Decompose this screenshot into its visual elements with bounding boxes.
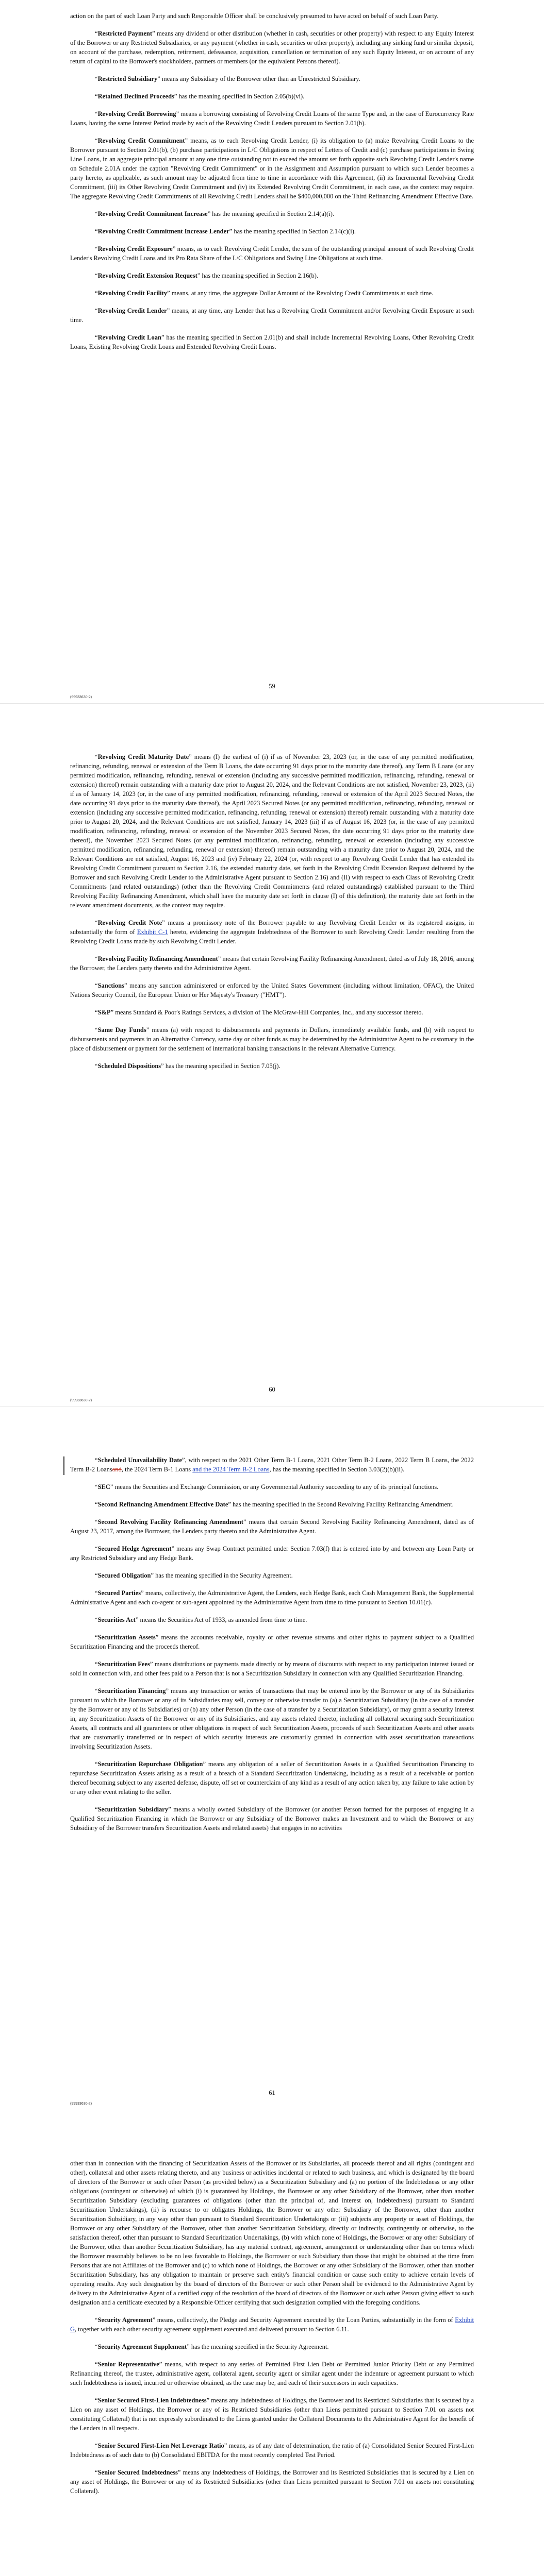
definition-secured-obligation: “Secured Obligation” has the meaning specified in the Security Agreement. [95, 1572, 293, 1579]
definition-text: has the meaning specified in Section 2.14(a)(i). [210, 210, 335, 217]
definition-text: means the Securities Act of 1933, as amended from time to time. [138, 1616, 307, 1623]
definition-text: has the meaning specified in Section 2.16(b). [200, 272, 319, 279]
defined-term: Senior Representative [97, 2361, 159, 2368]
defined-term: Retained Declined Proceeds [97, 93, 174, 100]
definition-text: means any obligation of a seller of Securitization Assets in a Qualified Securitization Financing to repurchase Securitization Assets arising as a result of a breach of a Standard Securitization Undertaking, including as a result of a receivable or portion thereof becoming subject to any asserted defense, dispute, off set or counterclaim of any kind as a result of any action taken by, any failure to take action by or any other event relating to the seller. [70, 1760, 474, 1795]
definition-text: has the meaning specified in Section 2.05(b)(vi). [177, 93, 305, 100]
definition-text: , together with each other security agreement supplement executed and delivered pursuant to Section 6.11. [75, 2326, 349, 2333]
page-60-body [70, 752, 474, 1079]
definition-same-day-funds: “Same Day Funds” means (a) with respect to disbursements and payments in Dollars, immediately available funds, and (b) with respect to disbursements and payments in an Alternative Currency, same day or other funds as may be determined by the Administrative Agent to be customary in the place of disbursement or payment for the settlement of international banking transactions in the relevant Alternative Currency. [70, 1026, 474, 1052]
definition-text: means the accounts receivable, royalty or other revenue streams and other rights to payment subject to a Qualified Securitization Financing and the proceeds thereof. [70, 1634, 474, 1650]
definition-senior-secured-indebtedness: “Senior Secured Indebtedness” means any Indebtedness of Holdings, the Borrower and its Restricted Subsidiaries that is secured by a Lien on any asset of Holdings, the Borrower or any of its Restricted Subsidiaries (other than Liens permitted pursuant to Section 7.01 on assets not constituting Collateral). [70, 2469, 474, 2495]
page-59-body [70, 11, 474, 360]
continuation-paragraph: action on the part of such Loan Party and such Responsible Officer shall be conclusively presumed to have acted on behalf of such Loan Party. [70, 12, 439, 20]
definition-text: , with respect to the 2021 Other Term B-1 Loans, 2021 Other Term B-2 Loans, 2022 Term B Loans, the 2022 Term B-2 Loans [70, 1456, 474, 1473]
definition-scheduled-unavailability-date: “Scheduled Unavailability Date”, with respect to the 2021 Other Term B-1 Loans, 2021 Other Term B-2 Loans, 2022 Term B Loans, the 2022 Term B-2 Loansand, the 2024 Term B-1 Loans and the 2024 Term B-2 Loans, has the meaning specified in Section 3.03(2)(b)(ii). [70, 1456, 474, 1473]
defined-term: Revolving Credit Facility [97, 290, 168, 297]
definition-revolving-credit-facility: “Revolving Credit Facility” means, at any time, the aggregate Dollar Amount of the Revolving Credit Commitments at such time. [95, 290, 434, 297]
defined-term: Restricted Payment [97, 30, 153, 37]
definition-text: means a promissory note of the Borrower payable to any Revolving Credit Lender or its registered assigns, in substantially the form of [70, 919, 474, 936]
definition-revolving-credit-lender: “Revolving Credit Lender” means, at any time, any Lender that has a Revolving Credit Commitment and/or Revolving Credit Exposure at such time. [70, 307, 474, 324]
definition-securitization-financing: “Securitization Financing” means any transaction or series of transactions that may be entered into by the Borrower or any of its Subsidiaries pursuant to which the Borrower or any of its Subsidiaries may sell, convey or otherwise transfer to (a) a Securitization Subsidiary (in the case of a transfer by the Borrower or any of its Subsidiaries) or (b) any other Person (in the case of a transfer by a Securitization Subsidiary), or may grant a security interest in, any Securitization Assets of the Borrower or any of its Subsidiaries, and any assets related thereto, including all collateral securing such Securitization Assets, all contracts and all guarantees or other obligations in respect of such Securitization Assets, proceeds of such Securitization Assets and other assets that are customarily transferred or in respect of which security interests are customarily granted in connection with asset securitization transactions involving Securitization Assets. [70, 1687, 474, 1750]
definition-restricted-subsidiary: “Restricted Subsidiary” means any Subsidiary of the Borrower other than an Unrestricted Subsidiary. [95, 75, 360, 82]
defined-term: Revolving Credit Note [97, 919, 162, 926]
definition-text: has the meaning specified in the Security Agreement. [154, 1572, 293, 1579]
defined-term: Securitization Fees [97, 1660, 150, 1668]
definition-text: means, as to each Revolving Credit Lender, (i) its obligation to (a) make Revolving Credit Loans to the Borrower pursuant to Section 2.01(b), (b) purchase participations in L/C Obligations in respect of Letters of Credit and (c) purchase participations in Swing Line Loans, in an aggregate principal amount at any one time outstanding not to exceed the amount set forth opposite such Revolving Credit Lender's name on Schedule 2.01A under the caption "Revolving Credit Commitment" or in the Assignment and Assumption pursuant to which such Lender becomes a party hereto, as applicable, as such amount may be adjusted from time to time in accordance with this Agreement, (ii) its Incremental Revolving Credit Commitment, (iii) its Other Revolving Credit Commitment and (iv) its Extended Revolving Credit Commitment, in each case, as the context may require. The aggregate Revolving Credit Commitments of all Revolving Credit Lenders shall be $400,000,000 on the Third Refinancing Amendment Effective Date. [70, 137, 474, 200]
document-id: (99933630-2) [70, 2102, 92, 2106]
definition-scheduled-dispositions: “Scheduled Dispositions” has the meaning specified in Section 7.05(j). [95, 1062, 281, 1070]
defined-term: Securitization Subsidiary [97, 1806, 169, 1813]
defined-term: Securitization Financing [97, 1687, 166, 1694]
definition-text: means, at any time, the aggregate Dollar Amount of the Revolving Credit Commitments at such time. [170, 290, 434, 297]
definition-text: means the Securities and Exchange Commission, or any Governmental Authority succeeding to any of its principal functions. [113, 1483, 439, 1490]
definition-text: means a borrowing consisting of Revolving Credit Loans of the same Type and, in the case of Eurocurrency Rate Loans, having the same Interest Period made by each of the Revolving Credit Lenders pursuant to Section 2.01(b). [70, 110, 474, 127]
page-62-body [70, 2159, 474, 2504]
defined-term: Restricted Subsidiary [97, 75, 158, 82]
definition-revolving-credit-maturity-date: “Revolving Credit Maturity Date” means (I) the earliest of (i) if as of November 23, 2023 (or, in the case of any permitted modification, refinancing, refunding, renewal or extension of the Term B Loans, the date occurring 91 days prior to the maturity date thereof), any Term B Loans (or any permitted modification, refinancing, refunding, renewal or extension (including any successive permitted modification, refinancing, refunding, renewal or extension) thereof) remain outstanding with a maturity date prior to August 20, 2024, and the Relevant Conditions are not satisfied, November 23, 2023, (ii) if as of January 14, 2023 (or, in the case of any permitted modification, refinancing, refunding, renewal or extension of the April 2023 Secured Notes, the date occurring 91 days prior to the maturity date thereof), the April 2023 Secured Notes (or any permitted modification, refinancing, refunding, renewal or extension (including any successive permitted modification, refinancing, refunding, renewal or extension) thereof) remain outstanding with a maturity date prior to August 20, 2024, and the Relevant Conditions are not satisfied, January 14, 2023 (iii) if as of August 16, 2023 (or, in the case of any permitted modification, refinancing, refunding, renewal or extension of the November 2023 Secured Notes, the date occurring 91 days prior to the maturity date thereof), the November 2023 Secured Notes (or any permitted modification, refinancing, refunding, renewal or extension (including any successive permitted modification, refinancing, refunding, renewal or extension) thereof) remain outstanding with a maturity date prior to August 20, 2024, and the Relevant Conditions are not satisfied, August 16, 2023 and (iv) February 22, 2024 (or, with respect to any Revolving Credit Lender that has extended its Revolving Credit Commitment pursuant to Section 2.16, the extended maturity date, set forth in the Revolving Credit Extension Request delivered by the Borrower and such Revolving Credit Lender to the Administrative Agent pursuant to Section 2.16) and (II) with respect to each Class of Revolving Credit Commitments (and related outstandings) (other than the Revolving Credit Commitments (and related outstandings) established pursuant to the Third Revolving Facility Refinancing Amendment, which shall have the maturity date set forth in clause (I) of this definition), the maturity date set forth in the relevant amendment documents, as the context may require. [70, 753, 474, 909]
definition-senior-representative: “Senior Representative” means, with respect to any series of Permitted First Lien Debt or Permitted Junior Priority Debt or any Permitted Refinancing thereof, the trustee, administrative agent, collateral agent, security agent or similar agent under the indenture or agreement pursuant to which such Indebtedness is issued, incurred or otherwise obtained, as the case may be, and each of their successors in such capacities. [70, 2361, 474, 2386]
defined-term: Secured Hedge Agreement [97, 1545, 172, 1552]
definition-revolving-credit-borrowing: “Revolving Credit Borrowing” means a borrowing consisting of Revolving Credit Loans of the same Type and, in the case of Eurocurrency Rate Loans, having the same Interest Period made by each of the Revolving Credit Lenders pursuant to Section 2.01(b). [70, 110, 474, 127]
definition-sanctions: “Sanctions” means any sanction administered or enforced by the United States Government (including without limitation, OFAC), the United Nations Security Council, the European Union or Her Majesty's Treasury ("HMT"). [70, 982, 474, 998]
definition-securities-act: “Securities Act” means the Securities Act of 1933, as amended from time to time. [95, 1616, 307, 1623]
definition-text: means (a) with respect to disbursements and payments in Dollars, immediately available funds, and (b) with respect to disbursements and payments in an Alternative Currency, same day or other funds as may be determined by the Administrative Agent to be customary in the place of disbursement or payment for the settlement of international banking transactions in the relevant Alternative Currency. [70, 1026, 474, 1052]
definition-revolving-credit-commitment: “Revolving Credit Commitment” means, as to each Revolving Credit Lender, (i) its obligation to (a) make Revolving Credit Loans to the Borrower pursuant to Section 2.01(b), (b) purchase participations in L/C Obligations in respect of Letters of Credit and (c) purchase participations in Swing Line Loans, in an aggregate principal amount at any one time outstanding not to exceed the amount set forth opposite such Revolving Credit Lender's name on Schedule 2.01A under the caption "Revolving Credit Commitment" or in the Assignment and Assumption pursuant to which such Lender becomes a party hereto, as applicable, as such amount may be adjusted from time to time in accordance with this Agreement, (ii) its Incremental Revolving Credit Commitment, (iii) its Other Revolving Credit Commitment and (iv) its Extended Revolving Credit Commitment, in each case, as the context may require. The aggregate Revolving Credit Commitments of all Revolving Credit Lenders shall be $400,000,000 on the Third Refinancing Amendment Effective Date. [70, 137, 474, 200]
page-number: 60 [269, 1386, 275, 1393]
definition-text: means that certain Second Revolving Facility Refinancing Amendment, dated as of August 23, 2017, among the Borrower, the Lenders party thereto and the Administrative Agent. [70, 1518, 474, 1535]
definition-text: means any sanction administered or enforced by the United States Government (including without limitation, OFAC), the United Nations Security Council, the European Union or Her Majesty's Treasury ("HMT"). [70, 982, 474, 998]
definition-second-refinancing-amendment-effective-date: “Second Refinancing Amendment Effective Date” has the meaning specified in the Second Revolving Facility Refinancing Amendment. [95, 1501, 454, 1508]
definition-revolving-credit-exposure: “Revolving Credit Exposure” means, as to each Revolving Credit Lender, the sum of the outstanding principal amount of such Revolving Credit Lender's Revolving Credit Loans and its Pro Rata Share of the L/C Obligations and Swing Line Obligations at such time. [70, 245, 474, 262]
definition-text: hereto, evidencing the aggregate Indebtedness of the Borrower to such Revolving Credit Lender resulting from the Revolving Credit Loans made by such Revolving Credit Lender. [70, 928, 474, 945]
definition-security-agreement: “Security Agreement” means, collectively, the Pledge and Security Agreement executed by the Loan Parties, substantially in the form of Exhibit G, together with each other security agreement supplement executed and delivered pursuant to Section 6.11. [70, 2316, 474, 2333]
definition-senior-secured-first-lien-indebtedness: “Senior Secured First-Lien Indebtedness” means any Indebtedness of Holdings, the Borrower and its Restricted Subsidiaries that is secured by a Lien on any asset of Holdings, the Borrower or any of its Restricted Subsidiaries (other than Liens permitted pursuant to Section 7.01 on assets not constituting Collateral) that is not expressly subordinated to the Liens granted under the Collateral Documents to the Administrative Agent for the benefit of the Lenders in all respects. [70, 2397, 474, 2432]
defined-term: Senior Secured First-Lien Indebtedness [97, 2397, 207, 2404]
definition-text: means any transaction or series of transactions that may be entered into by the Borrower or any of its Subsidiaries pursuant to which the Borrower or any of its Subsidiaries may sell, convey or otherwise transfer to (a) a Securitization Subsidiary (in the case of a transfer by the Borrower or any of its Subsidiaries) or (b) any other Person (in the case of a transfer by a Securitization Subsidiary), or may grant a security interest in, any Securitization Assets of the Borrower or any of its Subsidiaries, and any assets related thereto, including all collateral securing such Securitization Assets, all contracts and all guarantees or other obligations in respect of such Securitization Assets, proceeds of such Securitization Assets and other assets that are customarily transferred or in respect of which security interests are customarily granted in connection with asset securitization transactions involving Securitization Assets. [70, 1687, 474, 1750]
page-number: 59 [269, 683, 275, 690]
definition-restricted-payment: “Restricted Payment” means any dividend or other distribution (whether in cash, securities or other property) with respect to any Equity Interest of the Borrower or any Restricted Subsidiaries, or any payment (whether in cash, securities or other property), including any sinking fund or similar deposit, on account of the purchase, redemption, retirement, defeasance, acquisition, cancellation or termination of any such Equity Interest, or on account of any return of capital to the Borrower's stockholders, partners or members (or the equivalent Persons thereof). [70, 30, 474, 65]
defined-term: Sanctions [97, 982, 124, 989]
defined-term: Revolving Credit Commitment Increase Lender [97, 228, 229, 235]
definition-revolving-credit-extension-request: “Revolving Credit Extension Request” has the meaning specified in Section 2.16(b). [95, 272, 319, 279]
definition-revolving-credit-note: “Revolving Credit Note” means a promissory note of the Borrower payable to any Revolving Credit Lender or its registered assigns, in substantially the form of Exhibit C-1 hereto, evidencing the aggregate Indebtedness of the Borrower to such Revolving Credit Lender resulting from the Revolving Credit Loans made by such Revolving Credit Lender. [70, 919, 474, 945]
defined-term: Revolving Credit Commitment Increase [97, 210, 208, 217]
definition-text: , has the meaning specified in Section 3.03(2)(b)(ii). [269, 1466, 405, 1473]
defined-term: Revolving Credit Exposure [97, 245, 173, 252]
defined-term: Senior Secured Indebtedness [97, 2469, 178, 2476]
defined-term: Secured Obligation [97, 1572, 151, 1579]
definition-text: means any Swap Contract permitted under Section 7.03(f) that is entered into by and between any Loan Party or any Restricted Subsidiary and any Hedge Bank. [70, 1545, 474, 1562]
definition-retained-declined-proceeds: “Retained Declined Proceeds” has the meaning specified in Section 2.05(b)(vi). [95, 93, 305, 100]
definition-text: means any dividend or other distribution (whether in cash, securities or other property) with respect to any Equity Interest of the Borrower or any Restricted Subsidiaries, or any payment (whether in cash, securities or other property), including any sinking fund or similar deposit, on account of the purchase, redemption, retirement, defeasance, acquisition, cancellation or termination of any such Equity Interest, or on account of any return of capital to the Borrower's stockholders, partners or members (or the equivalent Persons thereof). [70, 30, 474, 65]
defined-term: Revolving Credit Commitment [97, 137, 185, 144]
defined-term: Revolving Credit Maturity Date [97, 753, 189, 760]
defined-term: Senior Secured First-Lien Net Leverage Ratio [97, 2442, 224, 2449]
definition-text: means any Indebtedness of Holdings, the Borrower and its Restricted Subsidiaries that is secured by a Lien on any asset of Holdings, the Borrower or any of its Restricted Subsidiaries (other than Liens permitted pursuant to Section 7.01 on assets not constituting Collateral) that is not expressly subordinated to the Liens granted under the Collateral Documents to the Administrative Agent for the benefit of the Lenders in all respects. [70, 2397, 474, 2432]
definition-text: has the meaning specified in the Second Revolving Facility Refinancing Amendment. [230, 1501, 454, 1508]
defined-term: Same Day Funds [97, 1026, 146, 1033]
document-id: (99933630-2) [70, 1399, 92, 1402]
page-61 [0, 1407, 544, 2110]
definition-text: has the meaning specified in Section 2.01(b) and shall include Incremental Revolving Loans, Other Revolving Credit Loans, Existing Revolving Credit Loans and Extended Revolving Credit Loans. [70, 334, 474, 350]
definition-text: means, collectively, the Administrative Agent, the Lenders, each Hedge Bank, each Cash Management Bank, the Supplemental Administrative Agent and each co-agent or sub-agent appointed by the Administrative Agent from time to time pursuant to Section 10.01(c). [70, 1589, 474, 1606]
definition-text: means any Subsidiary of the Borrower other than an Unrestricted Subsidiary. [160, 75, 360, 82]
document-id: (99933630-2) [70, 696, 92, 699]
definition-securitization-fees: “Securitization Fees” means distributions or payments made directly or by means of discounts with respect to any participation interest issued or sold in connection with, and other fees paid to a Person that is not a Securitization Subsidiary in connection with any Qualified Securitization Financing. [70, 1660, 474, 1677]
defined-term: Revolving Credit Extension Request [97, 272, 197, 279]
defined-term: Revolving Credit Loan [97, 334, 161, 341]
definition-sandp: “S&P” means Standard & Poor's Ratings Services, a division of The McGraw-Hill Companies, Inc., and any successor thereto. [95, 1009, 423, 1016]
definition-revolving-credit-loan: “Revolving Credit Loan” has the meaning specified in Section 2.01(b) and shall include Incremental Revolving Loans, Other Revolving Credit Loans, Existing Revolving Credit Loans and Extended Revolving Credit Loans. [70, 334, 474, 350]
deleted-text: and [112, 1466, 122, 1473]
defined-term: Securities Act [97, 1616, 136, 1623]
definition-securitization-subsidiary: “Securitization Subsidiary” means a wholly owned Subsidiary of the Borrower (or another Person formed for the purposes of engaging in a Qualified Securitization Financing in which the Borrower or any Subsidiary of the Borrower makes an Investment and to which the Borrower or any Subsidiary of the Borrower transfers Securitization Assets and related assets) that engages in no activities [70, 1806, 474, 1832]
definition-second-revolving-facility-refinancing-amendment: “Second Revolving Facility Refinancing Amendment” means that certain Second Revolving Facility Refinancing Amendment, dated as of August 23, 2017, among the Borrower, the Lenders party thereto and the Administrative Agent. [70, 1518, 474, 1535]
defined-term: S&P [97, 1009, 111, 1016]
exhibit-link[interactable]: Exhibit G [70, 2316, 474, 2333]
definition-text: has the meaning specified in the Security Agreement. [189, 2343, 329, 2350]
definition-text: has the meaning specified in Section 7.05(j). [163, 1062, 281, 1070]
definition-securitization-assets: “Securitization Assets” means the accounts receivable, royalty or other revenue streams and other rights to payment subject to a Qualified Securitization Financing and the proceeds thereof. [70, 1634, 474, 1650]
continuation-paragraph: other than in connection with the financing of Securitization Assets of the Borrower or its Subsidiaries, all proceeds thereof and all rights (contingent and other), collateral and other assets relating thereto, and any business or activities incidental or related to such business, and which is designated by the board of directors of the Borrower or such other Person (as provided below) as a Securitization Subsidiary and (a) no portion of the Indebtedness or any other obligations (contingent or otherwise) of which (i) is guaranteed by Holdings, the Borrower or any other Subsidiary of the Borrower, other than another Securitization Subsidiary (excluding guarantees of obligations (other than the principal of, and interest on, Indebtedness) pursuant to Standard Securitization Undertakings), (ii) is recourse to or obligates Holdings, the Borrower or any other Subsidiary of the Borrower, other than another Securitization Subsidiary, in any way other than pursuant to Standard Securitization Undertakings or (iii) subjects any property or asset of Holdings, the Borrower or any other Subsidiary of the Borrower, other than another Securitization Subsidiary, directly or indirectly, contingently or otherwise, to the satisfaction thereof, other than pursuant to Standard Securitization Undertakings, (b) with which none of Holdings, the Borrower or any other Subsidiary of the Borrower, other than another Securitization Subsidiary, has any material contract, agreement, arrangement or understanding other than on terms which the Borrower reasonably believes to be no less favorable to Holdings, the Borrower or such Subsidiary than those that might be obtained at the time from Persons that are not Affiliates of the Borrower and (c) to which none of Holdings, the Borrower or any other Subsidiary of the Borrower, other than another Securitization Subsidiary, has any obligation to maintain or preserve such entity's financial condition or cause such entity to achieve certain levels of operating results. Any such designation by the board of directors of the Borrower or such other Person shall be evidenced to the Administrative Agent by delivery to the Administrative Agent of a certified copy of the resolution of the board of directors of the Borrower or such other Person giving effect to such designation and a certificate executed by a Responsible Officer certifying that such designation complied with the foregoing conditions. [70, 2160, 474, 2306]
definition-text: means Standard & Poor's Ratings Services, a division of The McGraw-Hill Companies, Inc., and any successor thereto. [113, 1009, 423, 1016]
definition-secured-hedge-agreement: “Secured Hedge Agreement” means any Swap Contract permitted under Section 7.03(f) that is entered into by and between any Loan Party or any Restricted Subsidiary and any Hedge Bank. [70, 1545, 474, 1562]
defined-term: Scheduled Dispositions [97, 1062, 161, 1070]
defined-term: Securitization Assets [97, 1634, 156, 1641]
defined-term: Revolving Credit Borrowing [97, 110, 176, 117]
defined-term: Second Revolving Facility Refinancing Amendment [97, 1518, 243, 1526]
page-59 [0, 0, 544, 703]
page-number: 61 [269, 2089, 275, 2096]
definition-text: means that certain Revolving Facility Refinancing Amendment, dated as of July 18, 2016, among the Borrower, the Lenders party thereto and the Administrative Agent. [70, 955, 474, 972]
defined-term: Scheduled Unavailability Date [97, 1456, 182, 1464]
revision-change-bar [63, 1456, 64, 1475]
defined-term: Revolving Facility Refinancing Amendment [97, 955, 218, 962]
definition-sec: “SEC” means the Securities and Exchange Commission, or any Governmental Authority succeeding to any of its principal functions. [95, 1483, 439, 1490]
definition-text: , the 2024 Term B-1 Loans [121, 1466, 193, 1473]
defined-term: Security Agreement [97, 2316, 153, 2324]
defined-term: Secured Parties [97, 1589, 141, 1597]
definition-text: means, as of any date of determination, the ratio of (a) Consolidated Senior Secured First-Lien Indebtedness as of such date to (b) Consolidated EBITDA for the most recently completed Test Period. [70, 2442, 474, 2459]
definition-security-agreement-supplement: “Security Agreement Supplement” has the meaning specified in the Security Agreement. [95, 2343, 329, 2350]
definition-revolving-credit-commitment-increase: “Revolving Credit Commitment Increase” has the meaning specified in Section 2.14(a)(i). [95, 210, 335, 217]
defined-term: Second Refinancing Amendment Effective Date [97, 1501, 228, 1508]
definition-text: means, as to each Revolving Credit Lender, the sum of the outstanding principal amount of such Revolving Credit Lender's Revolving Credit Loans and its Pro Rata Share of the L/C Obligations and Swing Line Obligations at such time. [70, 245, 474, 262]
exhibit-link[interactable]: Exhibit C-1 [137, 928, 168, 936]
page-60 [0, 704, 544, 1406]
defined-term: Security Agreement Supplement [97, 2343, 187, 2350]
definition-text: means distributions or payments made directly or by means of discounts with respect to any participation interest issued or sold in connection with, and other fees paid to a Person that is not a Securitization Subsidiary in connection with any Qualified Securitization Financing. [70, 1660, 474, 1677]
definition-text: means any Indebtedness of Holdings, the Borrower and its Restricted Subsidiaries that is secured by a Lien on any asset of Holdings, the Borrower or any of its Restricted Subsidiaries (other than Liens permitted pursuant to Section 7.01 on assets not constituting Collateral). [70, 2469, 474, 2495]
definition-securitization-repurchase-obligation: “Securitization Repurchase Obligation” means any obligation of a seller of Securitization Assets in a Qualified Securitization Financing to repurchase Securitization Assets arising as a result of a breach of a Standard Securitization Undertaking, including as a result of a receivable or portion thereof becoming subject to any asserted defense, dispute, off set or counterclaim of any kind as a result of any action taken by, any failure to take action by or any other event relating to the seller. [70, 1760, 474, 1795]
definition-text: means a wholly owned Subsidiary of the Borrower (or another Person formed for the purposes of engaging in a Qualified Securitization Financing in which the Borrower or any Subsidiary of the Borrower makes an Investment and to which the Borrower or any Subsidiary of the Borrower transfers Securitization Assets and related assets) that engages in no activities [70, 1806, 474, 1832]
defined-term: Securitization Repurchase Obligation [97, 1760, 203, 1768]
definition-revolving-facility-refinancing-amendment: “Revolving Facility Refinancing Amendment” means that certain Revolving Facility Refinancing Amendment, dated as of July 18, 2016, among the Borrower, the Lenders party thereto and the Administrative Agent. [70, 955, 474, 972]
inserted-text: and the 2024 Term B-2 Loans [192, 1466, 270, 1473]
definition-secured-parties: “Secured Parties” means, collectively, the Administrative Agent, the Lenders, each Hedge Bank, each Cash Management Bank, the Supplemental Administrative Agent and each co-agent or sub-agent appointed by the Administrative Agent from time to time pursuant to Section 10.01(c). [70, 1589, 474, 1606]
definition-senior-secured-first-lien-net-leverage-ratio: “Senior Secured First-Lien Net Leverage Ratio” means, as of any date of determination, the ratio of (a) Consolidated Senior Secured First-Lien Indebtedness as of such date to (b) Consolidated EBITDA for the most recently completed Test Period. [70, 2442, 474, 2459]
definition-text: means, at any time, any Lender that has a Revolving Credit Commitment and/or Revolving Credit Exposure at such time. [70, 307, 474, 324]
definition-text: means, collectively, the Pledge and Security Agreement executed by the Loan Parties, substantially in the form of [155, 2316, 455, 2324]
definition-revolving-credit-commitment-increase-lender: “Revolving Credit Commitment Increase Lender” has the meaning specified in Section 2.14(c)(i). [95, 228, 356, 235]
defined-term: Revolving Credit Lender [97, 307, 167, 314]
page-62 [0, 2110, 544, 2576]
definition-text: means, with respect to any series of Permitted First Lien Debt or Permitted Junior Priority Debt or any Permitted Refinancing thereof, the trustee, administrative agent, collateral agent, security agent or similar agent under the indenture or agreement pursuant to which such Indebtedness is issued, incurred or otherwise obtained, as the case may be, and each of their successors in such capacities. [70, 2361, 474, 2386]
definition-text: has the meaning specified in Section 2.14(c)(i). [232, 228, 356, 235]
defined-term: SEC [97, 1483, 110, 1490]
page-61-body [70, 1455, 474, 1841]
definition-text: means (I) the earliest of (i) if as of November 23, 2023 (or, in the case of any permitted modification, refinancing, refunding, renewal or extension of the Term B Loans, the date occurring 91 days prior to the maturity date thereof), any Term B Loans (or any permitted modification, refinancing, refunding, renewal or extension (including any successive permitted modification, refinancing, refunding, renewal or extension) thereof) remain outstanding with a maturity date prior to August 20, 2024, and the Relevant Conditions are not satisfied, November 23, 2023, (ii) if as of January 14, 2023 (or, in the case of any permitted modification, refinancing, refunding, renewal or extension of the April 2023 Secured Notes, the date occurring 91 days prior to the maturity date thereof), the April 2023 Secured Notes (or any permitted modification, refinancing, refunding, renewal or extension (including any successive permitted modification, refinancing, refunding, renewal or extension) thereof) remain outstanding with a maturity date prior to August 20, 2024, and the Relevant Conditions are not satisfied, January 14, 2023 (iii) if as of August 16, 2023 (or, in the case of any permitted modification, refinancing, refunding, renewal or extension of the November 2023 Secured Notes, the date occurring 91 days prior to the maturity date thereof), the November 2023 Secured Notes (or any permitted modification, refinancing, refunding, renewal or extension (including any successive permitted modification, refinancing, refunding, renewal or extension) thereof) remain outstanding with a maturity date prior to August 20, 2024, and the Relevant Conditions are not satisfied, August 16, 2023 and (iv) February 22, 2024 (or, with respect to any Revolving Credit Lender that has extended its Revolving Credit Commitment pursuant to Section 2.16, the extended maturity date, set forth in the Revolving Credit Extension Request delivered by the Borrower and such Revolving Credit Lender to the Administrative Agent pursuant to Section 2.16) and (II) with respect to each Class of Revolving Credit Commitments (and related outstandings) (other than the Revolving Credit Commitments (and related outstandings) established pursuant to the Third Revolving Facility Refinancing Amendment, which shall have the maturity date set forth in clause (I) of this definition), the maturity date set forth in the relevant amendment documents, as the context may require. [70, 753, 474, 909]
